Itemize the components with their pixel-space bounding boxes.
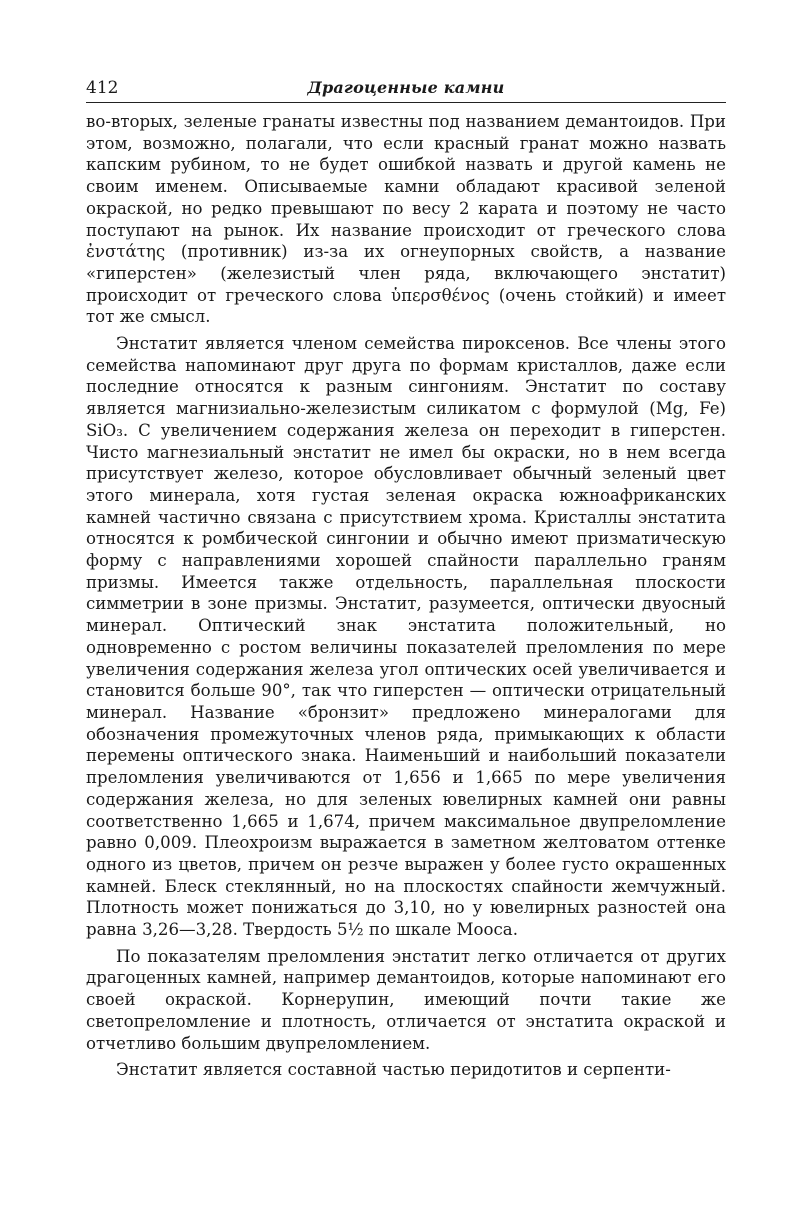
paragraph-occurrence: Энстатит является составной частью перидотитов и серпенти- bbox=[116, 1060, 671, 1080]
paragraph-continued: во-вторых, зеленые гранаты известны под названием демантоидов. При этом, возможно, полагали, что если красный гранат можно назвать капским рубином, то не будет ошибкой назвать и другой камень не своим именем. Описываемые камни обладают красивой зеленой окраской, но редко превышают по весу 2 карата и поэтому не часто поступают на рынок. Их название происходит от греческого слова ἐνστάτης (противник) из-за их огнеупорных свойств, а название «гиперстен» (железистый член ряда, включающего энстатит) происходит от греческого слова ὑπερσθένος (очень стойкий) и имеет тот же смысл. bbox=[86, 112, 726, 327]
running-title: Драгоценные камни bbox=[307, 78, 505, 97]
paragraph-enstatite-properties: Энстатит является членом семейства пироксенов. Все члены этого семейства напоминают друг друга по формам кристаллов, даже если последние относятся к разным сингониям. Энстатит по составу является магнизиально-железистым силикатом с формулой (Mg, Fe) SiO₃. С увеличением содержания железа он переходит в гиперстен. Чисто магнезиальный энстатит не имел бы окраски, но в нем всегда присутствует железо, которое обусловливает обычный зеленый цвет этого минерала, хотя густая зеленая окраска южноафриканских камней частично связана с присутствием хрома. Кристаллы энстатита относятся к ромбической сингонии и обычно имеют призматическую форму с направлениями хорошей спайности параллельно граням призмы. Имеется также отдельность, параллельная плоскости симметрии в зоне призмы. Энстатит, разумеется, оптически двуосный минерал. Оптический знак энстатита положительный, но одновременно с ростом величины показателей преломления по мере увеличения содержания железа угол оптических осей увеличивается и становится больше 90°, так что гиперстен — оптически отрицательный минерал. Название «бронзит» предложено минералогами для обозначения промежуточных членов ряда, примыкающих к области перемены оптического знака. Наименьший и наибольший показатели преломления увеличиваются от 1,656 и 1,665 по мере увеличения содержания железа, но для зеленых ювелирных камней они равны соответственно 1,665 и 1,674, причем максимальное двупреломление равно 0,009. Плеохроизм выражается в заметном желтоватом оттенке одного из цветов, причем он резче выражен у более густо окрашенных камней. Блеск стеклянный, но на плоскостях спайности жемчужный. Плотность может понижаться до 3,10, но у ювелирных разностей она равна 3,26—3,28. Твердость 5½ по шкале Мооса. bbox=[86, 334, 726, 940]
body-text bbox=[86, 111, 726, 1081]
page-number: 412 bbox=[86, 78, 119, 98]
book-page bbox=[86, 76, 726, 1081]
page-header bbox=[86, 76, 726, 103]
paragraph-distinguishing: По показателям преломления энстатит легко отличается от других драгоценных камней, например демантоидов, которые напоминают его своей окраской. Корнерупин, имеющий почти такие же светопреломление и плотность, отличается от энстатита окраской и отчетливо большим двупреломлением. bbox=[86, 946, 726, 1053]
